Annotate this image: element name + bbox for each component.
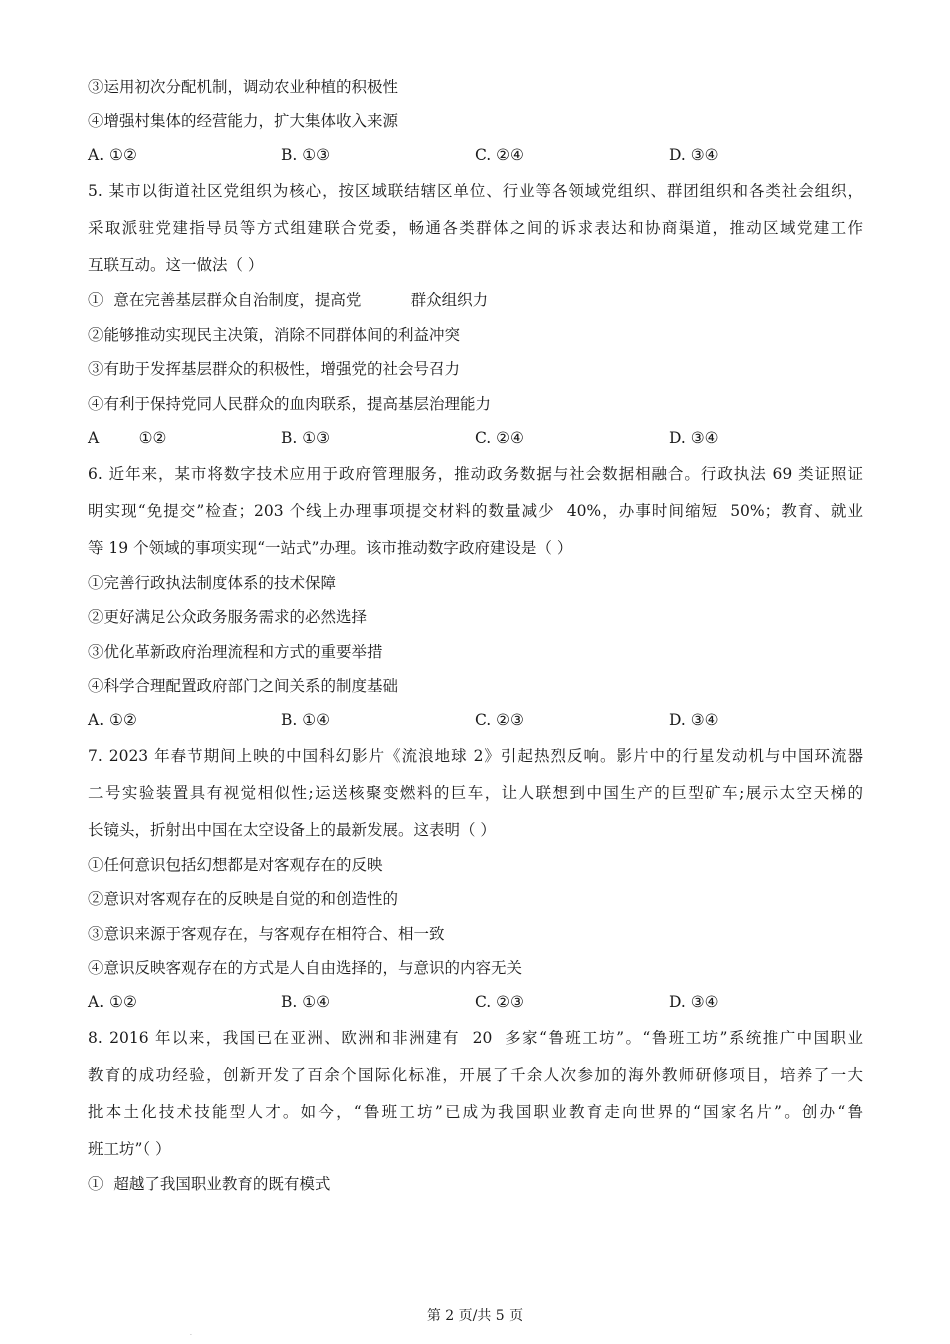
q6-option-a: A. ①② <box>88 711 137 729</box>
q8-statement-1: ① 超越了我国职业教育的既有模式 <box>88 1175 331 1193</box>
q5-stem-line-3: 互联互动。这一做法（ ） <box>88 256 264 274</box>
q7-stem-line-2: 二号实验装置具有视觉相似性;运送核聚变燃料的巨车，让人联想到中国生产的巨型矿车;展示太空天梯的 <box>88 784 863 802</box>
q5-option-c: C. ②④ <box>475 429 524 447</box>
q6-option-b: B. ①④ <box>281 711 331 729</box>
q6-stem-line-2: 明实现“免提交”检查；203 个线上办理事项提交材料的数量减少 40%，办事时间缩短 50%；教育、就业 <box>88 502 863 520</box>
q5-option-b: B. ①③ <box>281 429 331 447</box>
q7-option-c: C. ②③ <box>475 993 524 1011</box>
q4-option-c: C. ②④ <box>475 146 524 164</box>
q5-statement-2: ②能够推动实现民主决策，消除不同群体间的利益冲突 <box>88 326 461 344</box>
q8-stem-line-4: 班工坊”（ ） <box>88 1140 171 1158</box>
q8-stem-line-1: 8. 2016 年以来，我国已在亚洲、欧洲和非洲建有 20 多家“鲁班工坊”。“鲁班工坊”系统推广中国职业 <box>88 1029 863 1047</box>
q7-stem-line-3: 长镜头，折射出中国在太空设备上的最新发展。这表明（ ） <box>88 821 496 839</box>
q8-stem-line-3: 批本土化技术技能型人才。如今，“鲁班工坊”已成为我国职业教育走向世界的“国家名片”。创办“鲁 <box>88 1103 863 1121</box>
q5-stem-line-2: 采取派驻党建指导员等方式组建联合党委，畅通各类群体之间的诉求表达和协商渠道，推动区域党建工作 <box>88 219 863 237</box>
q4-statement-4: ④增强村集体的经营能力，扩大集体收入来源 <box>88 112 399 130</box>
scan-mark: · <box>190 1332 192 1339</box>
q5-statement-4: ④有利于保持党同人民群众的血肉联系，提高基层治理能力 <box>88 395 492 413</box>
q4-option-d: D. ③④ <box>669 146 719 164</box>
q4-option-a: A. ①② <box>88 146 137 164</box>
q5-stem-line-1: 5. 某市以街道社区党组织为核心，按区域联结辖区单位、行业等各领域党组织、群团组织和各类社会组织， <box>88 182 863 200</box>
q7-stem-line-1: 7. 2023 年春节期间上映的中国科幻影片《流浪地球 2》引起热烈反响。影片中的行星发动机与中国环流器 <box>88 747 863 765</box>
q7-option-b: B. ①④ <box>281 993 331 1011</box>
q4-statement-3: ③运用初次分配机制，调动农业种植的积极性 <box>88 78 399 96</box>
q6-stem-line-1: 6. 近年来，某市将数字技术应用于政府管理服务，推动政务数据与社会数据相融合。行政执法 69 类证照证 <box>88 465 863 483</box>
q6-option-d: D. ③④ <box>669 711 719 729</box>
q7-statement-4: ④意识反映客观存在的方式是人自由选择的，与意识的内容无关 <box>88 959 523 977</box>
q7-statement-2: ②意识对客观存在的反映是自觉的和创造性的 <box>88 890 399 908</box>
q5-option-d: D. ③④ <box>669 429 719 447</box>
q5-statement-1: ① 意在完善基层群众自治制度，提高党 群众组织力 <box>88 291 489 309</box>
q7-statement-1: ①任何意识包括幻想都是对客观存在的反映 <box>88 856 383 874</box>
q6-statement-2: ②更好满足公众政务服务需求的必然选择 <box>88 608 368 626</box>
q7-option-d: D. ③④ <box>669 993 719 1011</box>
q6-option-c: C. ②③ <box>475 711 524 729</box>
q5-option-a: A ①② <box>88 429 167 447</box>
q4-option-b: B. ①③ <box>281 146 331 164</box>
q5-statement-3: ③有助于发挥基层群众的积极性，增强党的社会号召力 <box>88 360 461 378</box>
page-number-footer: 第 2 页/共 5 页 <box>426 1308 524 1324</box>
q6-statement-1: ①完善行政执法制度体系的技术保障 <box>88 574 337 592</box>
q7-option-a: A. ①② <box>88 993 137 1011</box>
q6-statement-4: ④科学合理配置政府部门之间关系的制度基础 <box>88 677 399 695</box>
q8-stem-line-2: 教育的成功经验，创新开发了百余个国际化标准，开展了千余人次参加的海外教师研修项目，培养了一大 <box>88 1066 863 1084</box>
q7-statement-3: ③意识来源于客观存在，与客观存在相符合、相一致 <box>88 925 445 943</box>
q6-stem-line-3: 等 19 个领域的事项实现“一站式”办理。该市推动数字政府建设是（ ） <box>88 539 573 557</box>
q6-statement-3: ③优化革新政府治理流程和方式的重要举措 <box>88 643 383 661</box>
